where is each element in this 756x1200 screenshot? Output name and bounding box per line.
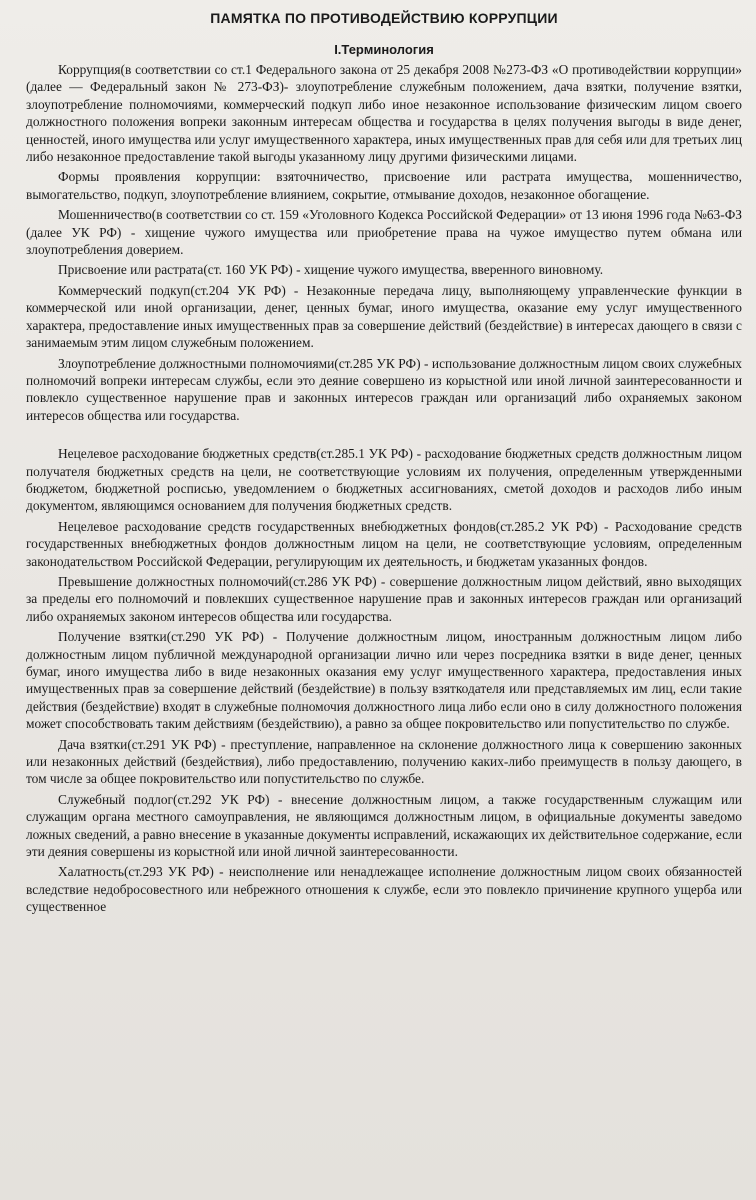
definition-text: - преступление, направленное на склонение должностного лица к совершению законных или незаконных действий (бездействия), либо предоставлению, получению каких-либо преимуществ в пользу дающего, в том числе за общее покровительство или попустительство по службе. xyxy=(26,736,742,787)
paragraph-official-forgery xyxy=(26,791,742,861)
paragraph-negligence xyxy=(26,863,742,915)
legal-reference: (ст.204 УК РФ) xyxy=(190,282,286,298)
legal-reference: (ст.293 УК РФ) xyxy=(123,864,214,880)
term: Нецелевое расходование средств государственных внебюджетных фондов xyxy=(58,518,496,534)
paragraph-bribe-taking xyxy=(26,628,742,732)
term: Злоупотребление должностными полномочиями xyxy=(58,355,335,371)
paragraph-bribe-giving xyxy=(26,736,742,788)
paragraph-embezzlement xyxy=(26,261,742,278)
term: Присвоение или растрата xyxy=(58,262,204,278)
legal-reference: (ст.292 УК РФ) xyxy=(173,791,270,807)
paragraph-excess-of-authority xyxy=(26,573,742,625)
legal-reference: (ст.290 УК РФ) xyxy=(166,629,264,645)
definition-text: - неисполнение или ненадлежащее исполнение должностным лицом своих обязанностей вследствие недобросовестного или небрежного отношения к службе, если это повлекло причинение крупного ущерба или существенное xyxy=(26,864,743,915)
paragraph-budget-misuse xyxy=(26,445,742,515)
paragraph-forms xyxy=(26,168,742,203)
paragraph-fund-misuse xyxy=(26,518,742,570)
definition-text: - совершение должностным лицом действий, явно выходящих за пределы его полномочий и повлекших существенное нарушение прав и законных интересов граждан или организаций либо охраняемых законом интересов общества или государства. xyxy=(26,573,742,624)
definition-text: - Незаконные передача лицу, выполняющему управленческие функции в коммерческой или иной организации, денег, ценных бумаг, иного имущества, оказание ему услуг имущественного характера, предоставление иных имущественных прав за совершение действий (бездействие) в интересах дающего в связи с занимаемым этим лицом служебным положением. xyxy=(26,282,742,351)
term: Формы проявления коррупции: xyxy=(58,169,261,185)
definition-text: - использование должностным лицом своих служебных полномочий вопреки интересам службы, если это деяние совершено из корыстной или иной личной заинтересованности и повлекло существенное нарушение прав и законных интересов граждан или организаций либо охраняемых законом интересов общества или государства. xyxy=(26,355,742,423)
definition-text: - Расходование средств государственных внебюджетных фондов должностным лицом на цели, не соответствующие условиям, определенным законодательством Российской Федерации, регулирующим их деятельность, и бюджетам указанных фондов. xyxy=(26,518,742,569)
definition-text: - хищение чужого имущества, вверенного виновному. xyxy=(292,262,604,278)
term: Получение взятки xyxy=(58,629,167,645)
paragraph-commercial-bribery xyxy=(26,282,742,352)
legal-reference: (ст.286 УК РФ) xyxy=(288,573,377,589)
definition-text: - хищение чужого имущества или приобретение права на чужое имущество путем обмана или злоупотребления доверием. xyxy=(26,224,742,258)
term: Коррупция xyxy=(58,62,121,77)
paragraph-fraud xyxy=(26,206,742,258)
term: Коммерческий подкуп xyxy=(58,282,191,298)
legal-reference: (в соответствии со ст.1 Федерального закона от 25 декабря 2008 №273-ФЗ «О противодействии коррупции» (далее — Федеральный закон № 273-ФЗ)- xyxy=(26,62,742,95)
term: Превышение должностных полномочий xyxy=(58,573,289,589)
section-heading: I.Терминология xyxy=(334,42,434,57)
term: Мошенничество xyxy=(58,207,152,223)
definition-text: злоупотребление служебным положением, дача взятки, получение взятки, злоупотребление полномочиями, коммерческий подкуп либо иное незаконное использование физическим лицом своего должностного положения вопреки законным интересам общества и государства в целях получения выгоды в виде денег, ценностей, иного имущества или услуг имущественного характера, иных имущественных прав для себя или для третьих лиц либо незаконное предоставление такой выгоды указанному лицу другими физическими лицами. xyxy=(26,79,742,165)
legal-reference: (ст.285.2 УК РФ) xyxy=(495,518,598,534)
legal-reference: (ст.285.1 УК РФ) xyxy=(316,446,413,462)
term: Нецелевое расходование бюджетных средств xyxy=(58,446,317,462)
legal-reference: (в соответствии со ст. 159 «Уголовного Кодекса Российской Федерации» от 13 июня 1996 года №63-ФЗ (далее УК РФ) xyxy=(26,207,742,240)
definition-text: взяточничество, присвоение или растрата имущества, мошенничество, вымогательство, подкуп, злоупотребление влиянием, сокрытие, отмывание доходов, незаконное обогащение. xyxy=(26,169,742,202)
term: Дача взятки xyxy=(58,736,128,752)
legal-reference: (ст.285 УК РФ) xyxy=(334,355,421,371)
definition-text: - внесение должностным лицом, а также государственным служащим или служащим органа местного самоуправления, не являющимся должностным лицом, в официальные документы заведомо ложных сведений, а равно внесение в указанные документы исправлений, искажающих их действительное содержание, если эти деяния совершены из корыстной или иной личной заинтересованности. xyxy=(26,791,742,860)
paragraph-corruption xyxy=(26,61,742,165)
term: Халатность xyxy=(58,864,124,880)
paragraph-abuse-of-office xyxy=(26,355,742,425)
legal-reference: (ст.291 УК РФ) xyxy=(127,736,217,752)
legal-reference: (ст. 160 УК РФ) xyxy=(203,262,293,278)
definition-text: - Получение должностным лицом, иностранным должностным лицом либо должностным лицом публичной международной организации лично или через посредника взятки в виде денег, ценных бумаг, иного имущества либо в виде незаконных оказания ему услуг имущественного характера, предоставления иных имущественных прав за совершение действий (бездействие) в пользу взяткодателя или представляемых им лиц, если такие действия (бездействие) входят в служебные полномочия должностного лица либо если оно в силу должностного положения может способствовать таким действиям (бездействию), а равно за общее покровительство или попустительство по службе. xyxy=(26,629,742,732)
blank-line xyxy=(26,427,742,445)
document-title: ПАМЯТКА ПО ПРОТИВОДЕЙСТВИЮ КОРРУПЦИИ xyxy=(210,10,558,26)
definition-text: - расходование бюджетных средств должностным лицом получателя бюджетных средств на цели, не соответствующие условиям их получения, определенным утвержденными бюджетом, бюджетной росписью, уведомлением о бюджетных ассигнованиях, сметой доходов и расходов либо иным документом, являющимся основанием для получения бюджетных средств. xyxy=(26,446,743,514)
term: Служебный подлог xyxy=(58,791,174,807)
